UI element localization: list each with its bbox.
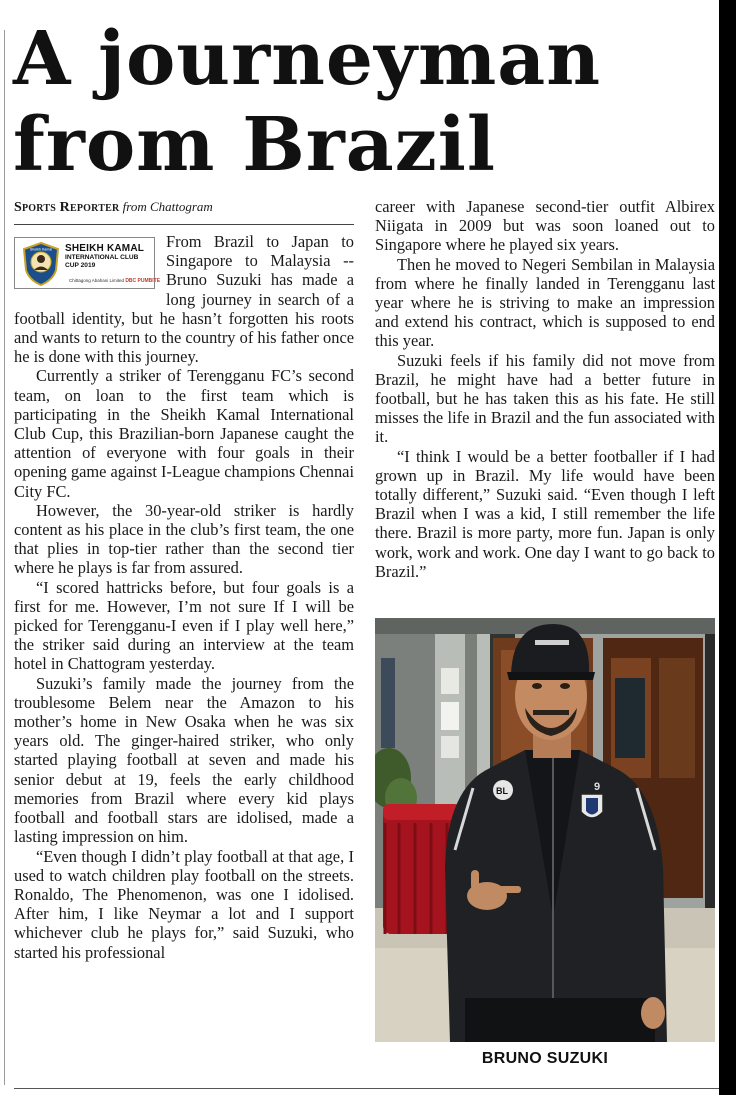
event-title-line3: CUP 2019 (65, 262, 96, 269)
paragraph-text: From Brazil to Japan to Singapore to Malaysia -- Bruno Suzuki has made a long journey in search of a football identity, but he hasn’t forgotten his roots and wants to return to the country of his father once he is done with this journey. (14, 232, 354, 367)
article-paragraph: Then he moved to Negeri Sembilan in Malaysia from where he finally landed in Terengganu last year where he is striving to make an impression and extend his contract, which is supposed to end this year. (375, 254, 715, 351)
photo-caption: BRUNO SUZUKI (481, 1050, 609, 1067)
article-paragraph: “I scored hattricks before, but four goals is a first for me. However, I’m not sure If I will be picked for Terengganu-I even if I play well here,” the striker said during an interview at the team hotel in Chattogram yesterday. (14, 577, 354, 674)
left-column-rule (4, 30, 5, 1085)
byline-location: from Chattogram (122, 199, 213, 214)
right-edge-bar (719, 0, 736, 1095)
sponsor-1: Chittagong Abahani Limited (69, 278, 125, 283)
article-paragraph: “I think I would be a better footballer if I had grown up in Brazil. My life would have been totally different,” Suzuki said. “Even though I left Brazil when I was a kid, I still remember the life there. Brazil is more party, more fun. Japan is only work, work and work. One day I want to go back to Brazil.” (375, 446, 715, 581)
jacket-number: 9 (594, 781, 601, 793)
article-paragraph: However, the 30-year-old striker is hardly content as his place in the club’s first team, the one that plies in top-tier rather than the second tier where he plays is far from assured. (14, 500, 354, 578)
event-title-line1: SHEIKH KAMAL (65, 243, 145, 254)
article-paragraph (14, 232, 354, 366)
jacket-logo-text: BL (496, 786, 508, 796)
byline-reporter: Sports Reporter (14, 200, 120, 215)
crest-icon (21, 242, 61, 286)
article-right-column (375, 197, 715, 581)
event-logo (14, 237, 161, 289)
player-photo (375, 618, 715, 1042)
crest-text: Sheikh Kamal (29, 247, 53, 252)
bottom-rule (14, 1088, 719, 1089)
article-paragraph: “Even though I didn’t play football at that age, I used to watch children play football on the streets. Ronaldo, The Phenomenon, was one I idolised. After him, I like Neymar a lot and I support whichever club he plays for,” said Suzuki, who started his professional (14, 846, 354, 962)
article-paragraph: Currently a striker of Terengganu FC’s second team, on loan to the first team which is participating in the Sheikh Kamal International Club Cup, this Brazilian-born Japanese caught the attention of everyone with four goals in their opening game against I-League champions Chennai City FC. (14, 366, 354, 501)
article-paragraph: Suzuki feels if his family did not move from Brazil, he might have had a better future in football, but he has taken this as his fate. He still misses the life in Brazil and the fun associated with it. (375, 350, 715, 447)
sponsor-2: DBC PUMBITE (125, 278, 161, 284)
event-title-line2: INTERNATIONAL CLUB (65, 254, 139, 261)
byline (14, 199, 354, 216)
article-left-column (14, 232, 354, 962)
byline-rule (14, 224, 354, 225)
player-photo-illustration (375, 618, 715, 1042)
article-paragraph: career with Japanese second-tier outfit Albirex Niigata in 2009 but was soon loaned out to Singapore where he played six years. (375, 197, 715, 255)
headline: A journeyman from Brazil (13, 16, 602, 188)
event-sponsors (69, 278, 161, 284)
article-paragraph: Suzuki’s family made the journey from the troublesome Belem near the Amazon to his mother’s home in New Osaka when he was six years old. The ginger-haired striker, who only started playing football at seven and made his senior debut at 19, feels the early childhood memories from Brazil where every kid plays football and football stars are idolised, made a lasting impression on him. (14, 673, 354, 847)
event-logo-title (65, 244, 153, 270)
